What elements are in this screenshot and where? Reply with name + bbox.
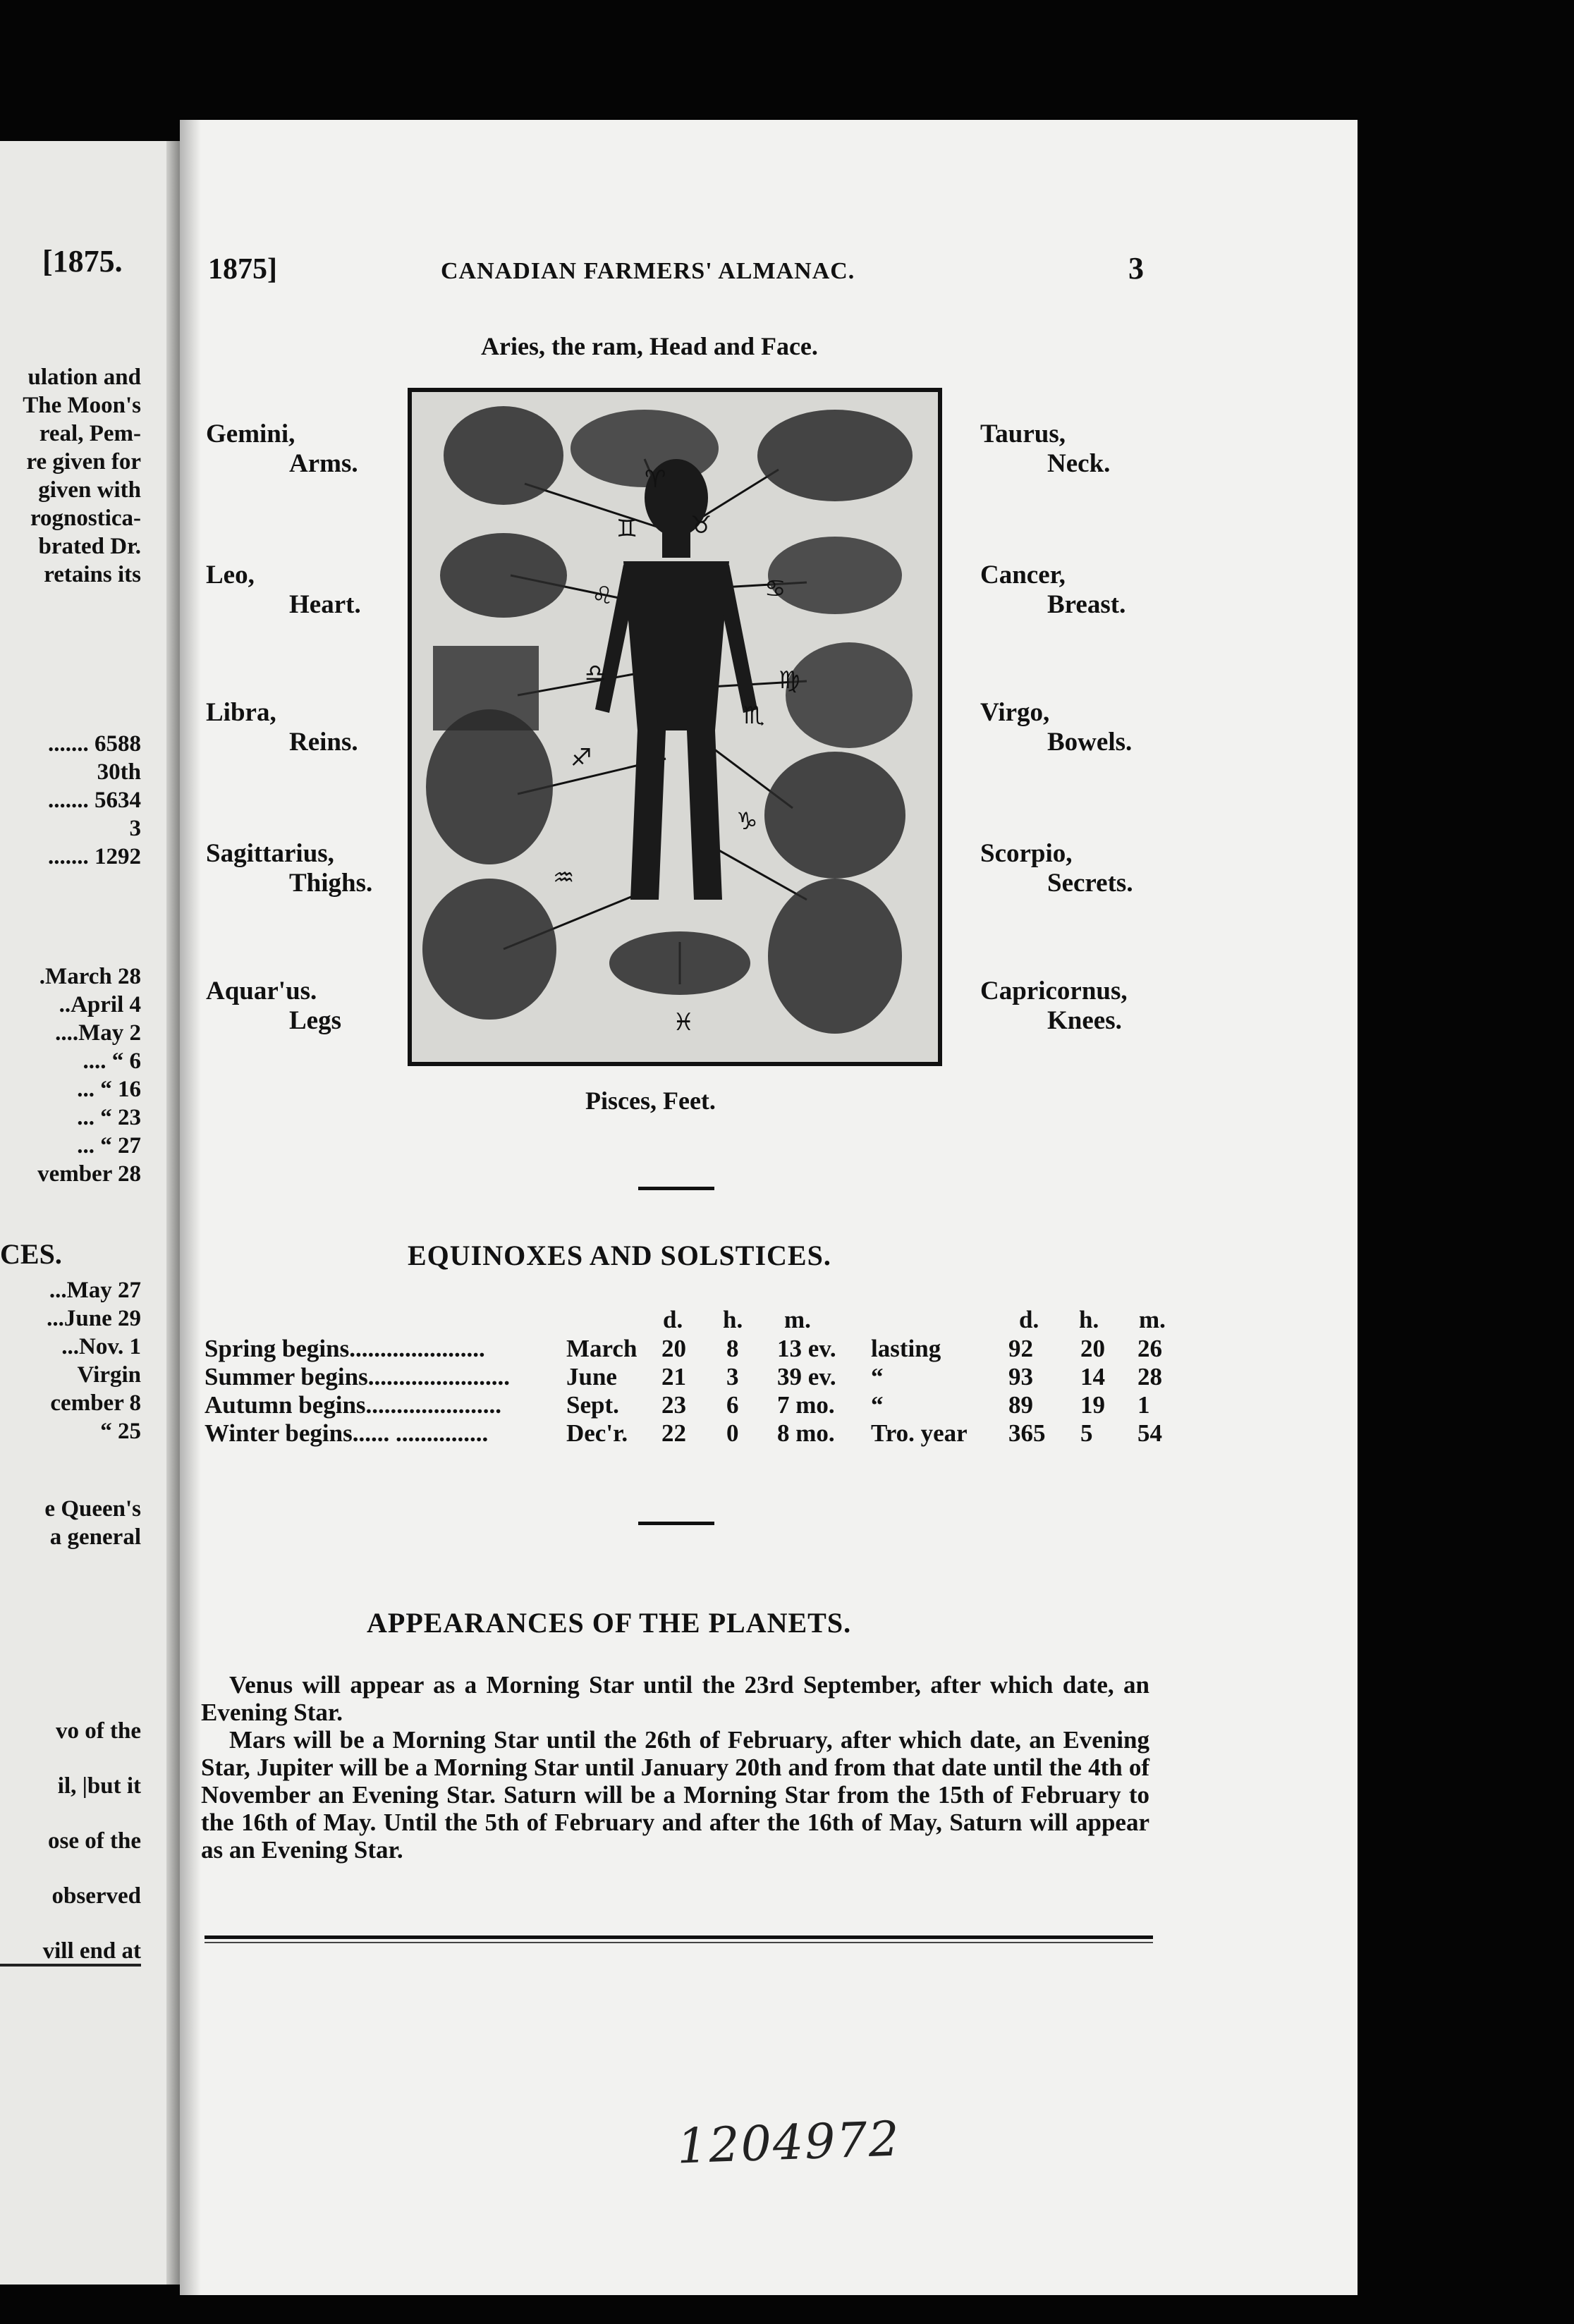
column-header: h. (1079, 1306, 1099, 1333)
equinoxes-cell-d2: 93 (1008, 1363, 1033, 1390)
zodiac-man-illustration (412, 392, 938, 1062)
zodiac-body-part-label: Heart. (289, 590, 361, 619)
zodiac-sign-label: Cancer, (980, 561, 1066, 589)
equinoxes-cell-d2: 365 (1008, 1419, 1046, 1447)
column-header: d. (1019, 1306, 1039, 1333)
equinoxes-cell-h: 3 (726, 1363, 739, 1390)
left-text-line: ....... 1292 (48, 844, 141, 869)
zodiac-sign-label: Sagittarius, (206, 839, 334, 868)
equinoxes-cell-note: “ (871, 1363, 884, 1390)
left-text-line: vo of the (56, 1718, 141, 1744)
page-shadow (180, 120, 201, 2295)
equinoxes-cell-m: 39 ev. (777, 1363, 836, 1390)
zodiac-sign-label: Capricornus, (980, 977, 1128, 1005)
zodiac-body-part-label: Bowels. (1047, 728, 1133, 757)
planets-paragraph-mars: Mars will be a Morning Star until the 26th of February, after which date, an Evening Star, Jupiter will be a Morning Star until January 20th and from that date until the 4th of November an Evening Star. Saturn will be a Morning Star from the 15th of February to the 16th of May. Until the 5th of February and after the 16th of May, Saturn will appear as an Evening Star. (201, 1726, 1149, 1864)
equinoxes-cell-h2: 5 (1080, 1419, 1093, 1447)
header-year: 1875] (208, 253, 277, 286)
equinoxes-row (205, 1335, 1162, 1363)
left-text-line: The Moon's (23, 393, 141, 418)
zodiac-body-part-label: Reins. (289, 728, 358, 757)
bottom-rule-thin (205, 1942, 1153, 1943)
left-rule (0, 1964, 141, 1967)
left-text-line: ..April 4 (59, 992, 141, 1017)
zodiac-sign-label: Gemini, (206, 420, 295, 448)
zodiac-glyph: ♐ (571, 744, 592, 772)
equinoxes-row (205, 1391, 1157, 1419)
planets-paragraph-venus: Venus will appear as a Morning Star until the 23rd September, after which date, an Evening Star. (201, 1671, 1149, 1726)
zodiac-body-part-label: Legs (289, 1006, 341, 1035)
left-page-header: [1875. (42, 244, 123, 279)
planets-text (201, 1671, 1149, 1864)
equinoxes-cell-m: 7 mo. (777, 1391, 835, 1419)
equinoxes-cell-h: 8 (726, 1335, 739, 1362)
zodiac-body-part-label: Neck. (1047, 449, 1111, 478)
equinoxes-cell-h2: 20 (1080, 1335, 1105, 1362)
header-title: CANADIAN FARMERS' ALMANAC. (441, 258, 855, 284)
equinoxes-cell-month: March (566, 1335, 637, 1362)
equinoxes-cell-event: Summer begins....................... (205, 1363, 510, 1390)
left-text-line: ... “ 27 (77, 1133, 141, 1158)
left-text-line: ... “ 16 (77, 1077, 141, 1102)
left-text-line: Virgin (77, 1362, 141, 1388)
zodiac-sign-label: Leo, (206, 561, 255, 589)
column-header: h. (723, 1306, 743, 1333)
zodiac-body-part-label: Breast. (1047, 590, 1126, 619)
equinoxes-row (205, 1363, 1162, 1391)
zodiac-caption-top: Aries, the ram, Head and Face. (481, 332, 818, 360)
left-text-line: .... “ 6 (83, 1048, 141, 1074)
column-header: m. (1139, 1306, 1166, 1333)
left-text-line: ....May 2 (55, 1020, 141, 1046)
left-text-line: given with (38, 477, 141, 503)
equinoxes-cell-m2: 26 (1137, 1335, 1162, 1362)
left-text-line: 30th (97, 759, 141, 785)
equinoxes-cell-note: lasting (871, 1335, 941, 1362)
zodiac-glyph: ♊ (616, 515, 638, 543)
zodiac-glyph: ♏ (743, 702, 765, 730)
left-section-heading: CES. (0, 1238, 62, 1270)
equinoxes-cell-d: 23 (661, 1391, 686, 1419)
left-text-line: rognostica- (30, 506, 141, 531)
zodiac-sign-label: Aquar'us. (206, 977, 317, 1005)
zodiac-man-woodcut (408, 388, 942, 1066)
left-text-line: observed (51, 1883, 141, 1909)
left-text-line: ....... 5634 (48, 788, 141, 813)
left-text-line: vember 28 (37, 1161, 141, 1187)
left-text-line: ...May 27 (49, 1278, 141, 1303)
zodiac-body-part-label: Knees. (1047, 1006, 1122, 1035)
equinoxes-cell-m2: 54 (1137, 1419, 1162, 1447)
zodiac-glyph: ♎ (585, 659, 606, 687)
left-text-line: “ 25 (100, 1419, 141, 1444)
zodiac-glyph: ♑ (736, 807, 758, 836)
equinoxes-cell-month: Dec'r. (566, 1419, 628, 1447)
bottom-rule (205, 1935, 1153, 1939)
left-text-line: ....... 6588 (48, 731, 141, 757)
left-text-line: e Queen's (44, 1496, 141, 1522)
left-text-line: real, Pem- (39, 421, 141, 446)
zodiac-body-part-label: Thighs. (289, 869, 373, 898)
equinoxes-cell-m: 8 mo. (777, 1419, 835, 1447)
left-text-line: .March 28 (39, 964, 141, 989)
equinoxes-cell-d: 21 (661, 1363, 686, 1390)
equinoxes-cell-h2: 14 (1080, 1363, 1105, 1390)
zodiac-glyph: ♒ (553, 864, 575, 892)
left-text-line: ... “ 23 (77, 1105, 141, 1130)
equinoxes-cell-event: Winter begins...... ............... (205, 1419, 489, 1447)
column-header: m. (784, 1306, 811, 1333)
equinoxes-title: EQUINOXES AND SOLSTICES. (408, 1240, 831, 1271)
equinoxes-cell-d: 22 (661, 1419, 686, 1447)
divider-rule-1 (638, 1187, 714, 1190)
zodiac-glyph: ♓ (673, 1008, 695, 1036)
zodiac-sign-label: Virgo, (980, 698, 1050, 727)
zodiac-glyph: ♌ (592, 582, 614, 610)
left-text-line: retains its (44, 562, 141, 587)
left-text-line: vill end at (42, 1938, 141, 1964)
equinoxes-cell-month: Sept. (566, 1391, 619, 1419)
left-text-line: brated Dr. (38, 534, 141, 559)
equinoxes-cell-m: 13 ev. (777, 1335, 836, 1362)
equinoxes-cell-month: June (566, 1363, 617, 1390)
zodiac-glyph: ♈ (645, 465, 666, 494)
left-text-line: a general (49, 1524, 141, 1550)
zodiac-sign-label: Scorpio, (980, 839, 1073, 868)
zodiac-sign-label: Libra, (206, 698, 276, 727)
equinoxes-cell-m2: 28 (1137, 1363, 1162, 1390)
left-text-line: 3 (129, 816, 141, 841)
zodiac-body-part-label: Secrets. (1047, 869, 1133, 898)
left-text-line: il, |but it (57, 1773, 141, 1799)
equinoxes-cell-note: “ (871, 1391, 884, 1419)
left-text-line: ulation and (28, 365, 141, 390)
equinoxes-cell-h: 6 (726, 1391, 739, 1419)
left-text-line: cember 8 (50, 1390, 141, 1416)
equinoxes-cell-d: 20 (661, 1335, 686, 1362)
zodiac-glyph: ♍ (779, 666, 800, 695)
equinoxes-row (205, 1419, 1162, 1448)
left-text-line: ose of the (48, 1828, 141, 1854)
planets-title: APPEARANCES OF THE PLANETS. (367, 1607, 852, 1639)
zodiac-glyph: ♉ (690, 511, 712, 539)
left-text-line: ...Nov. 1 (61, 1334, 141, 1359)
left-text-line: re given for (26, 449, 141, 475)
page-number: 3 (1128, 251, 1144, 286)
equinoxes-cell-d2: 92 (1008, 1335, 1033, 1362)
zodiac-caption-bottom: Pisces, Feet. (585, 1087, 716, 1115)
zodiac-glyph: ♋ (764, 575, 786, 603)
divider-rule-2 (638, 1522, 714, 1525)
equinoxes-cell-m2: 1 (1137, 1391, 1150, 1419)
handwritten-accession-number: 1204972 (676, 2111, 902, 2175)
left-text-line: ...June 29 (47, 1306, 141, 1331)
zodiac-sign-label: Taurus, (980, 420, 1066, 448)
equinoxes-cell-note: Tro. year (871, 1419, 968, 1447)
equinoxes-cell-d2: 89 (1008, 1391, 1033, 1419)
zodiac-body-part-label: Arms. (289, 449, 358, 478)
equinoxes-cell-event: Autumn begins...................... (205, 1391, 502, 1419)
column-header: d. (663, 1306, 683, 1333)
equinoxes-cell-h: 0 (726, 1419, 739, 1447)
equinoxes-cell-h2: 19 (1080, 1391, 1105, 1419)
equinoxes-header-row (205, 1306, 1166, 1334)
equinoxes-cell-event: Spring begins...................... (205, 1335, 485, 1362)
